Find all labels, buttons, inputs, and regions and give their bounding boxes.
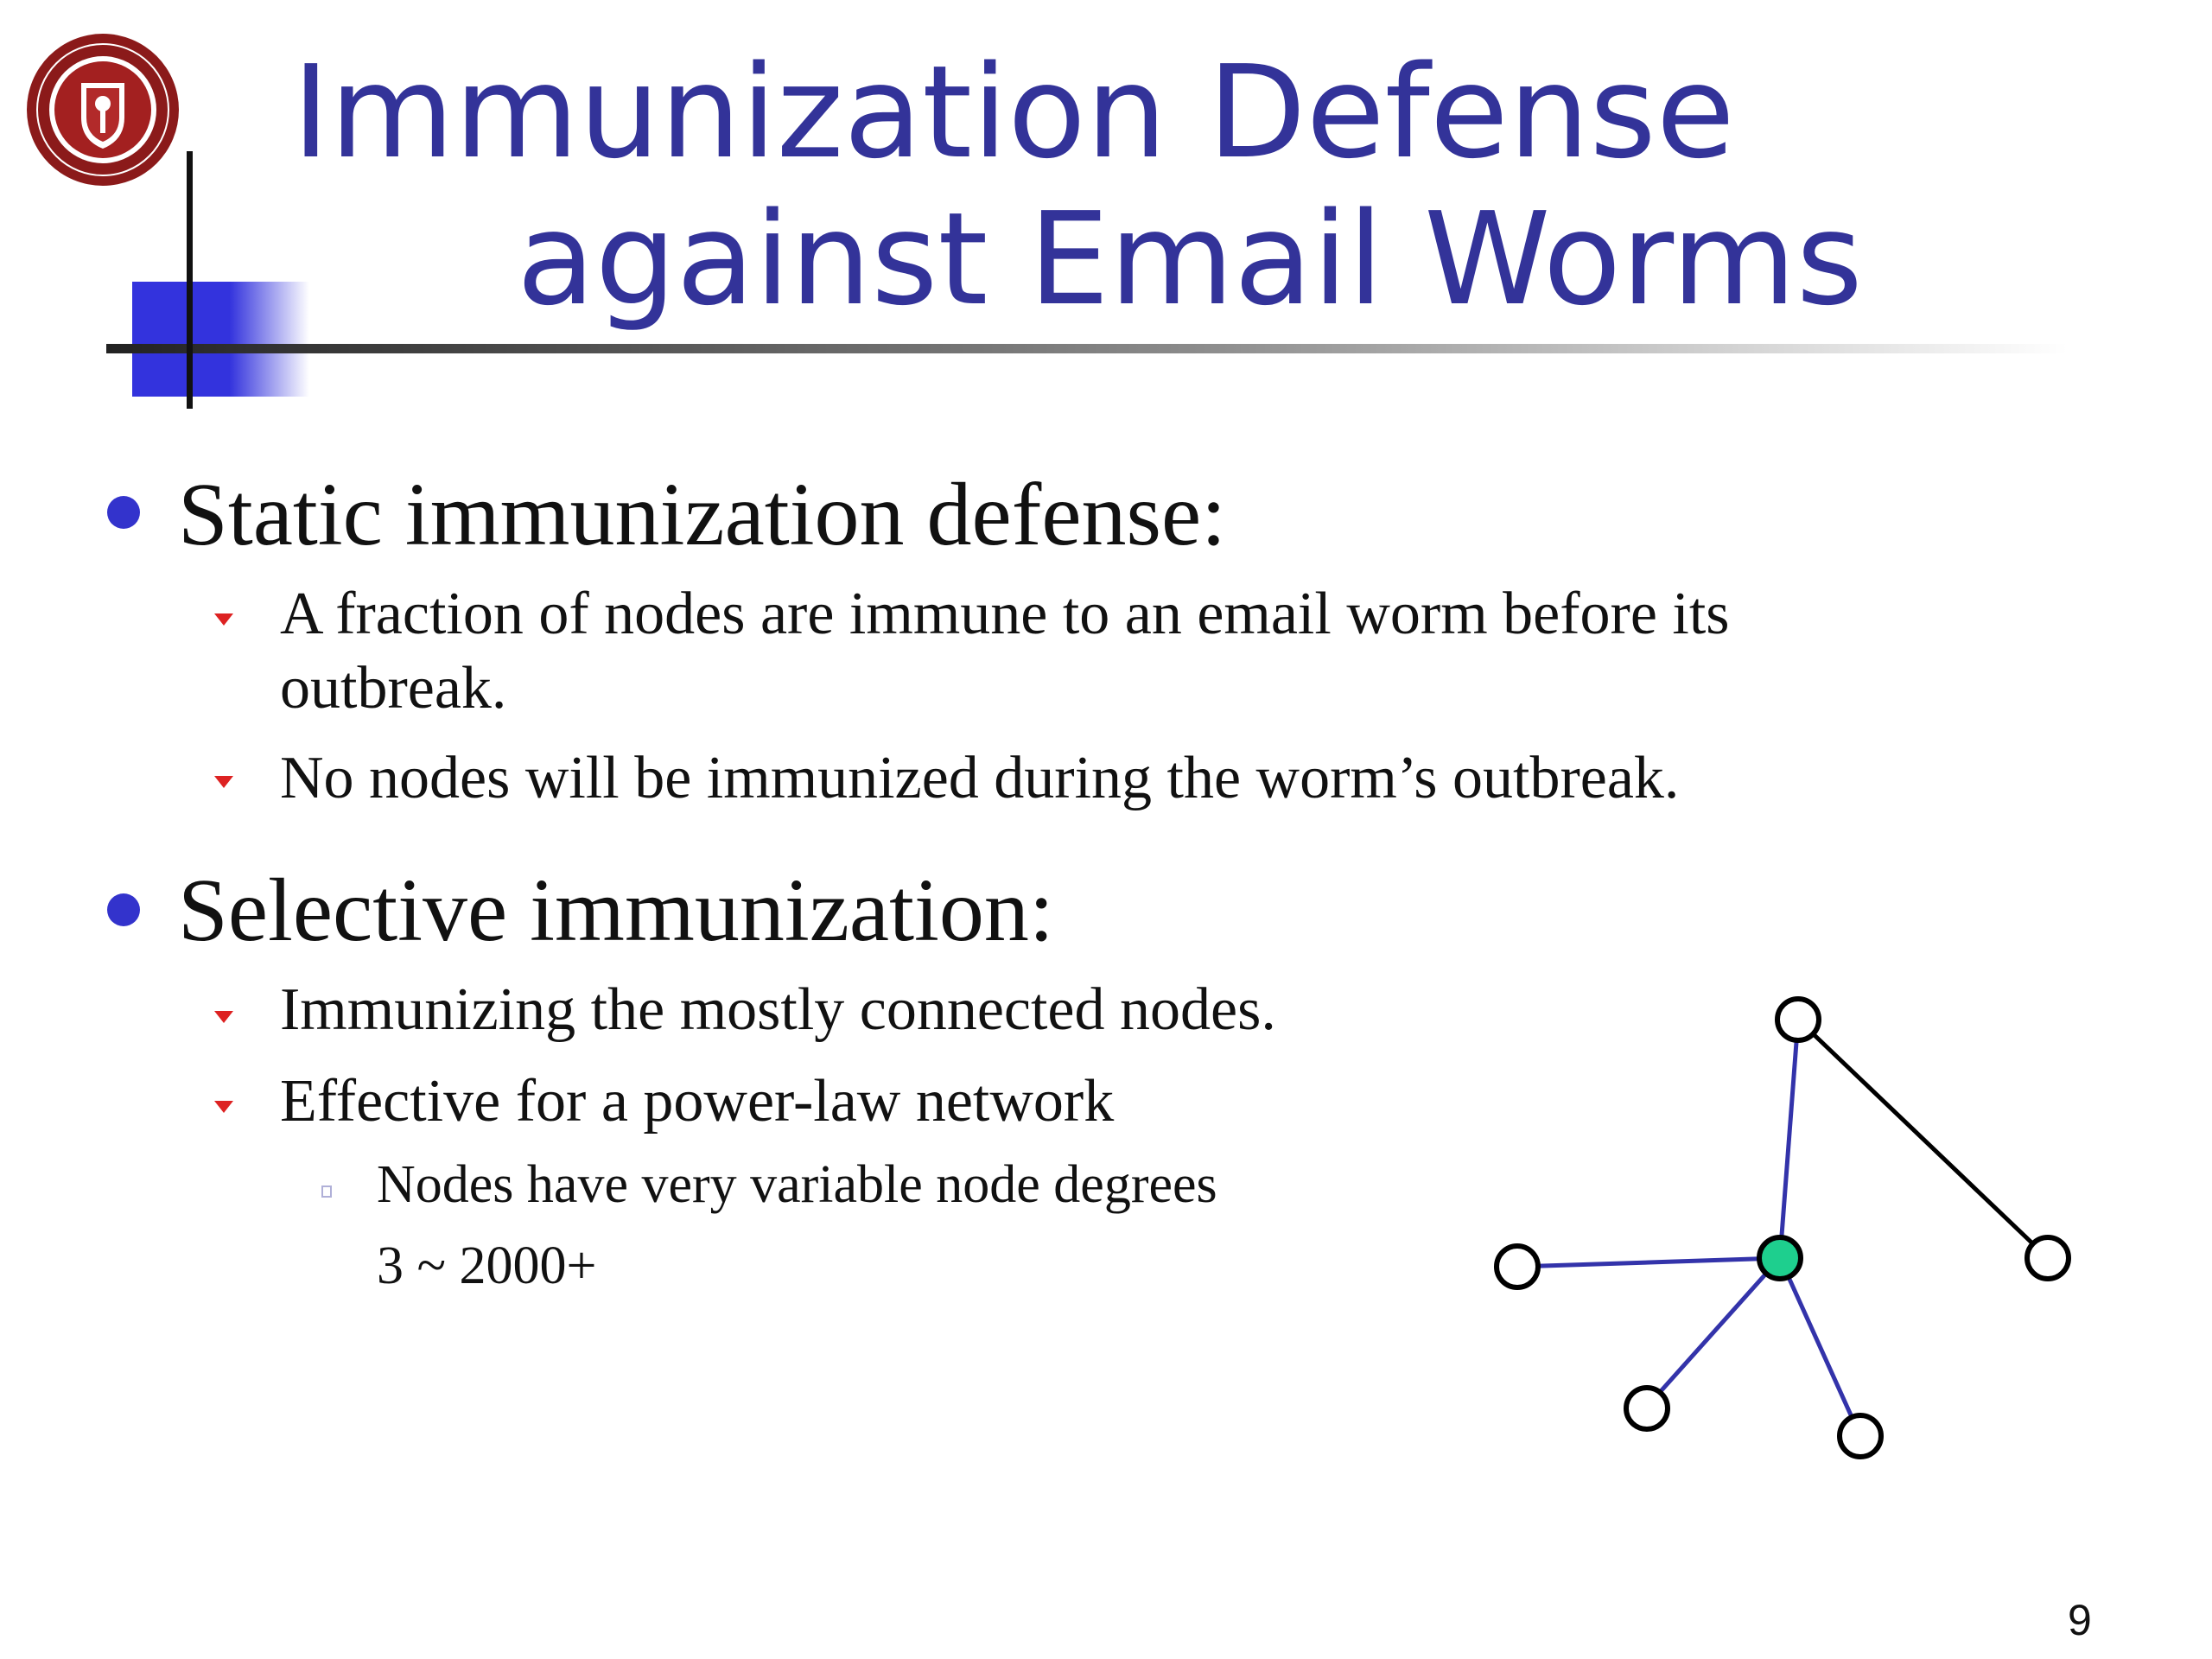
node-bottom-right (1840, 1415, 1881, 1457)
node-top (1777, 999, 1819, 1040)
node-right (2027, 1237, 2069, 1279)
sub-bullet-fraction-immune-line-1: A fraction of nodes are immune to an email worm before its (280, 581, 1730, 647)
node-bottom-left (1626, 1388, 1668, 1429)
node-left (1497, 1246, 1538, 1287)
edge-bottom-right-to-hub (1780, 1258, 1860, 1436)
bullet-selective-immunization: Selective immunization: (178, 861, 1054, 960)
sub-bullet-power-law: Effective for a power-law network (280, 1068, 1115, 1135)
sub-sub-bullet-degree-range: 3 ~ 2000+ (377, 1236, 597, 1295)
edge-top-to-hub (1780, 1020, 1798, 1258)
slide-title-line-1: Immunization Defense (292, 38, 1735, 187)
edge-bottom-left-to-hub (1647, 1258, 1780, 1407)
sub-sub-bullet-node-degrees: Nodes have very variable node degrees (377, 1155, 1217, 1214)
node-hub-immunized (1759, 1237, 1801, 1279)
slide-title-line-2: against Email Worms (517, 185, 1863, 334)
bullet-static-immunization: Static immunization defense: (178, 465, 1227, 564)
page-number: 9 (2068, 1596, 2092, 1644)
sub-bullet-no-immunization: No nodes will be immunized during the worm’s outbreak. (280, 745, 1680, 811)
sub-bullet-mostly-connected: Immunizing the mostly connected nodes. (280, 976, 1276, 1043)
edge-left-to-hub (1517, 1258, 1780, 1267)
edge-top-to-right (1798, 1020, 2048, 1258)
sub-bullet-fraction-immune-line-2: outbreak. (280, 655, 507, 721)
